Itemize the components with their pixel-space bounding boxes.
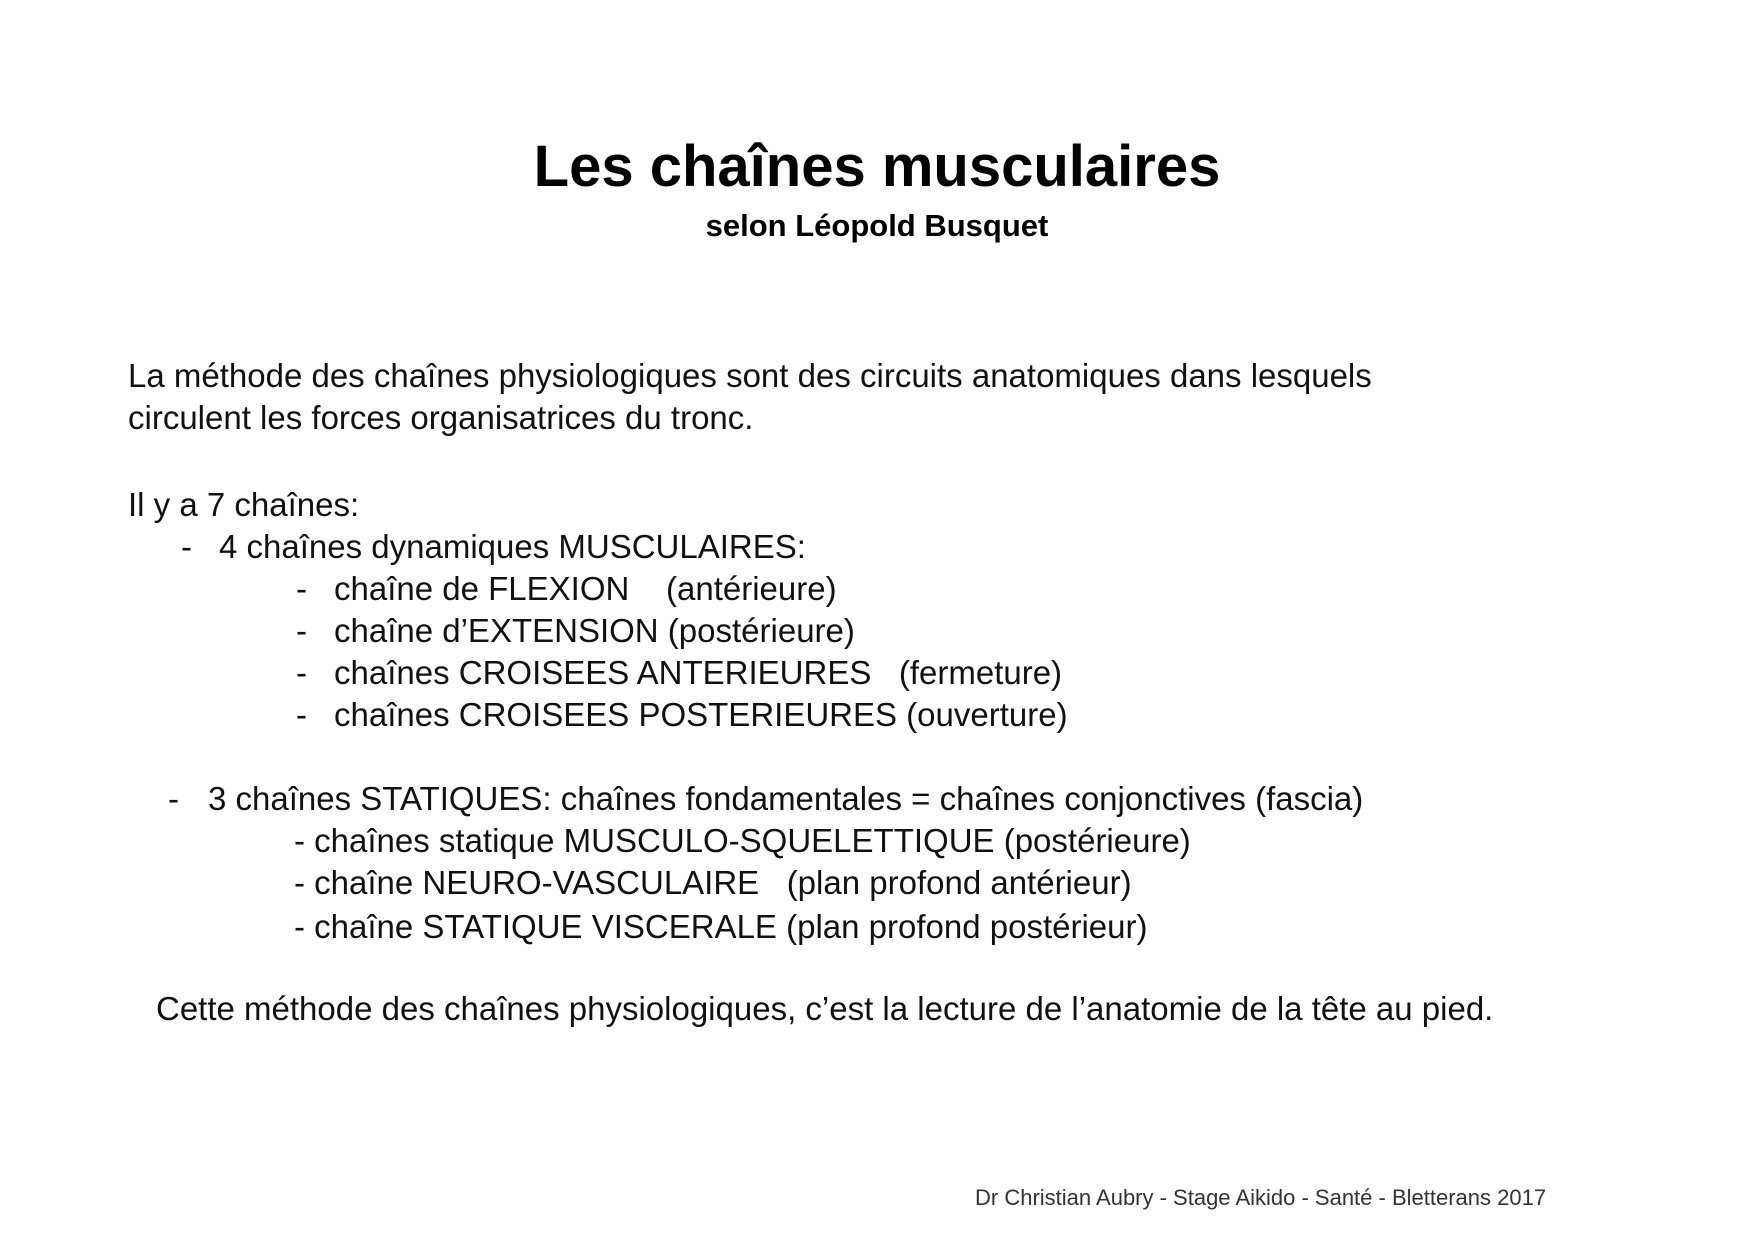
chains-summary: Il y a 7 chaînes:	[128, 486, 360, 523]
footer-credit: Dr Christian Aubry - Stage Aikido - Santé - Bletterans 2017	[975, 1185, 1547, 1210]
dynamic-item-croisees-posterieures: chaînes CROISEES POSTERIEURES (ouverture)	[334, 696, 1068, 733]
static-item-musculo-squelettique: - chaînes statique MUSCULO-SQUELETTIQUE (postérieure)	[294, 822, 1191, 859]
bullet-dash: -	[181, 528, 192, 565]
intro-line-2: circulent les forces organisatrices du tronc.	[128, 399, 754, 436]
dynamic-item-flexion: chaîne de FLEXION (antérieure)	[334, 570, 837, 607]
bullet-dash: -	[296, 654, 307, 691]
bullet-dash: -	[296, 612, 307, 649]
bullet-dash: -	[168, 780, 179, 817]
bullet-dash: -	[296, 570, 307, 607]
conclusion: Cette méthode des chaînes physiologiques, c’est la lecture de l’anatomie de la tête au pied.	[156, 990, 1494, 1027]
bullet-dash: -	[296, 696, 307, 733]
list-item	[296, 694, 1068, 736]
page-title: Les chaînes musculaires	[533, 134, 1221, 199]
dynamic-item-extension: chaîne d’EXTENSION (postérieure)	[334, 612, 855, 649]
page-subtitle: selon Léopold Busquet	[705, 208, 1049, 243]
dynamic-item-croisees-anterieures: chaînes CROISEES ANTERIEURES (fermeture)	[334, 654, 1063, 691]
static-item-neuro-vasculaire: - chaîne NEURO-VASCULAIRE (plan profond antérieur)	[294, 864, 1132, 901]
list-item	[296, 652, 1063, 694]
list-item	[296, 568, 837, 610]
dynamic-heading-row	[181, 526, 806, 568]
intro-line-1: La méthode des chaînes physiologiques sont des circuits anatomiques dans lesquels	[128, 357, 1372, 394]
static-heading-row	[168, 778, 1364, 820]
dynamic-heading: 4 chaînes dynamiques MUSCULAIRES:	[219, 528, 806, 565]
list-item	[296, 610, 855, 652]
static-item-visceral: - chaîne STATIQUE VISCERALE (plan profond postérieur)	[294, 908, 1148, 945]
static-heading: 3 chaînes STATIQUES: chaînes fondamentales = chaînes conjonctives (fascia)	[208, 780, 1364, 817]
